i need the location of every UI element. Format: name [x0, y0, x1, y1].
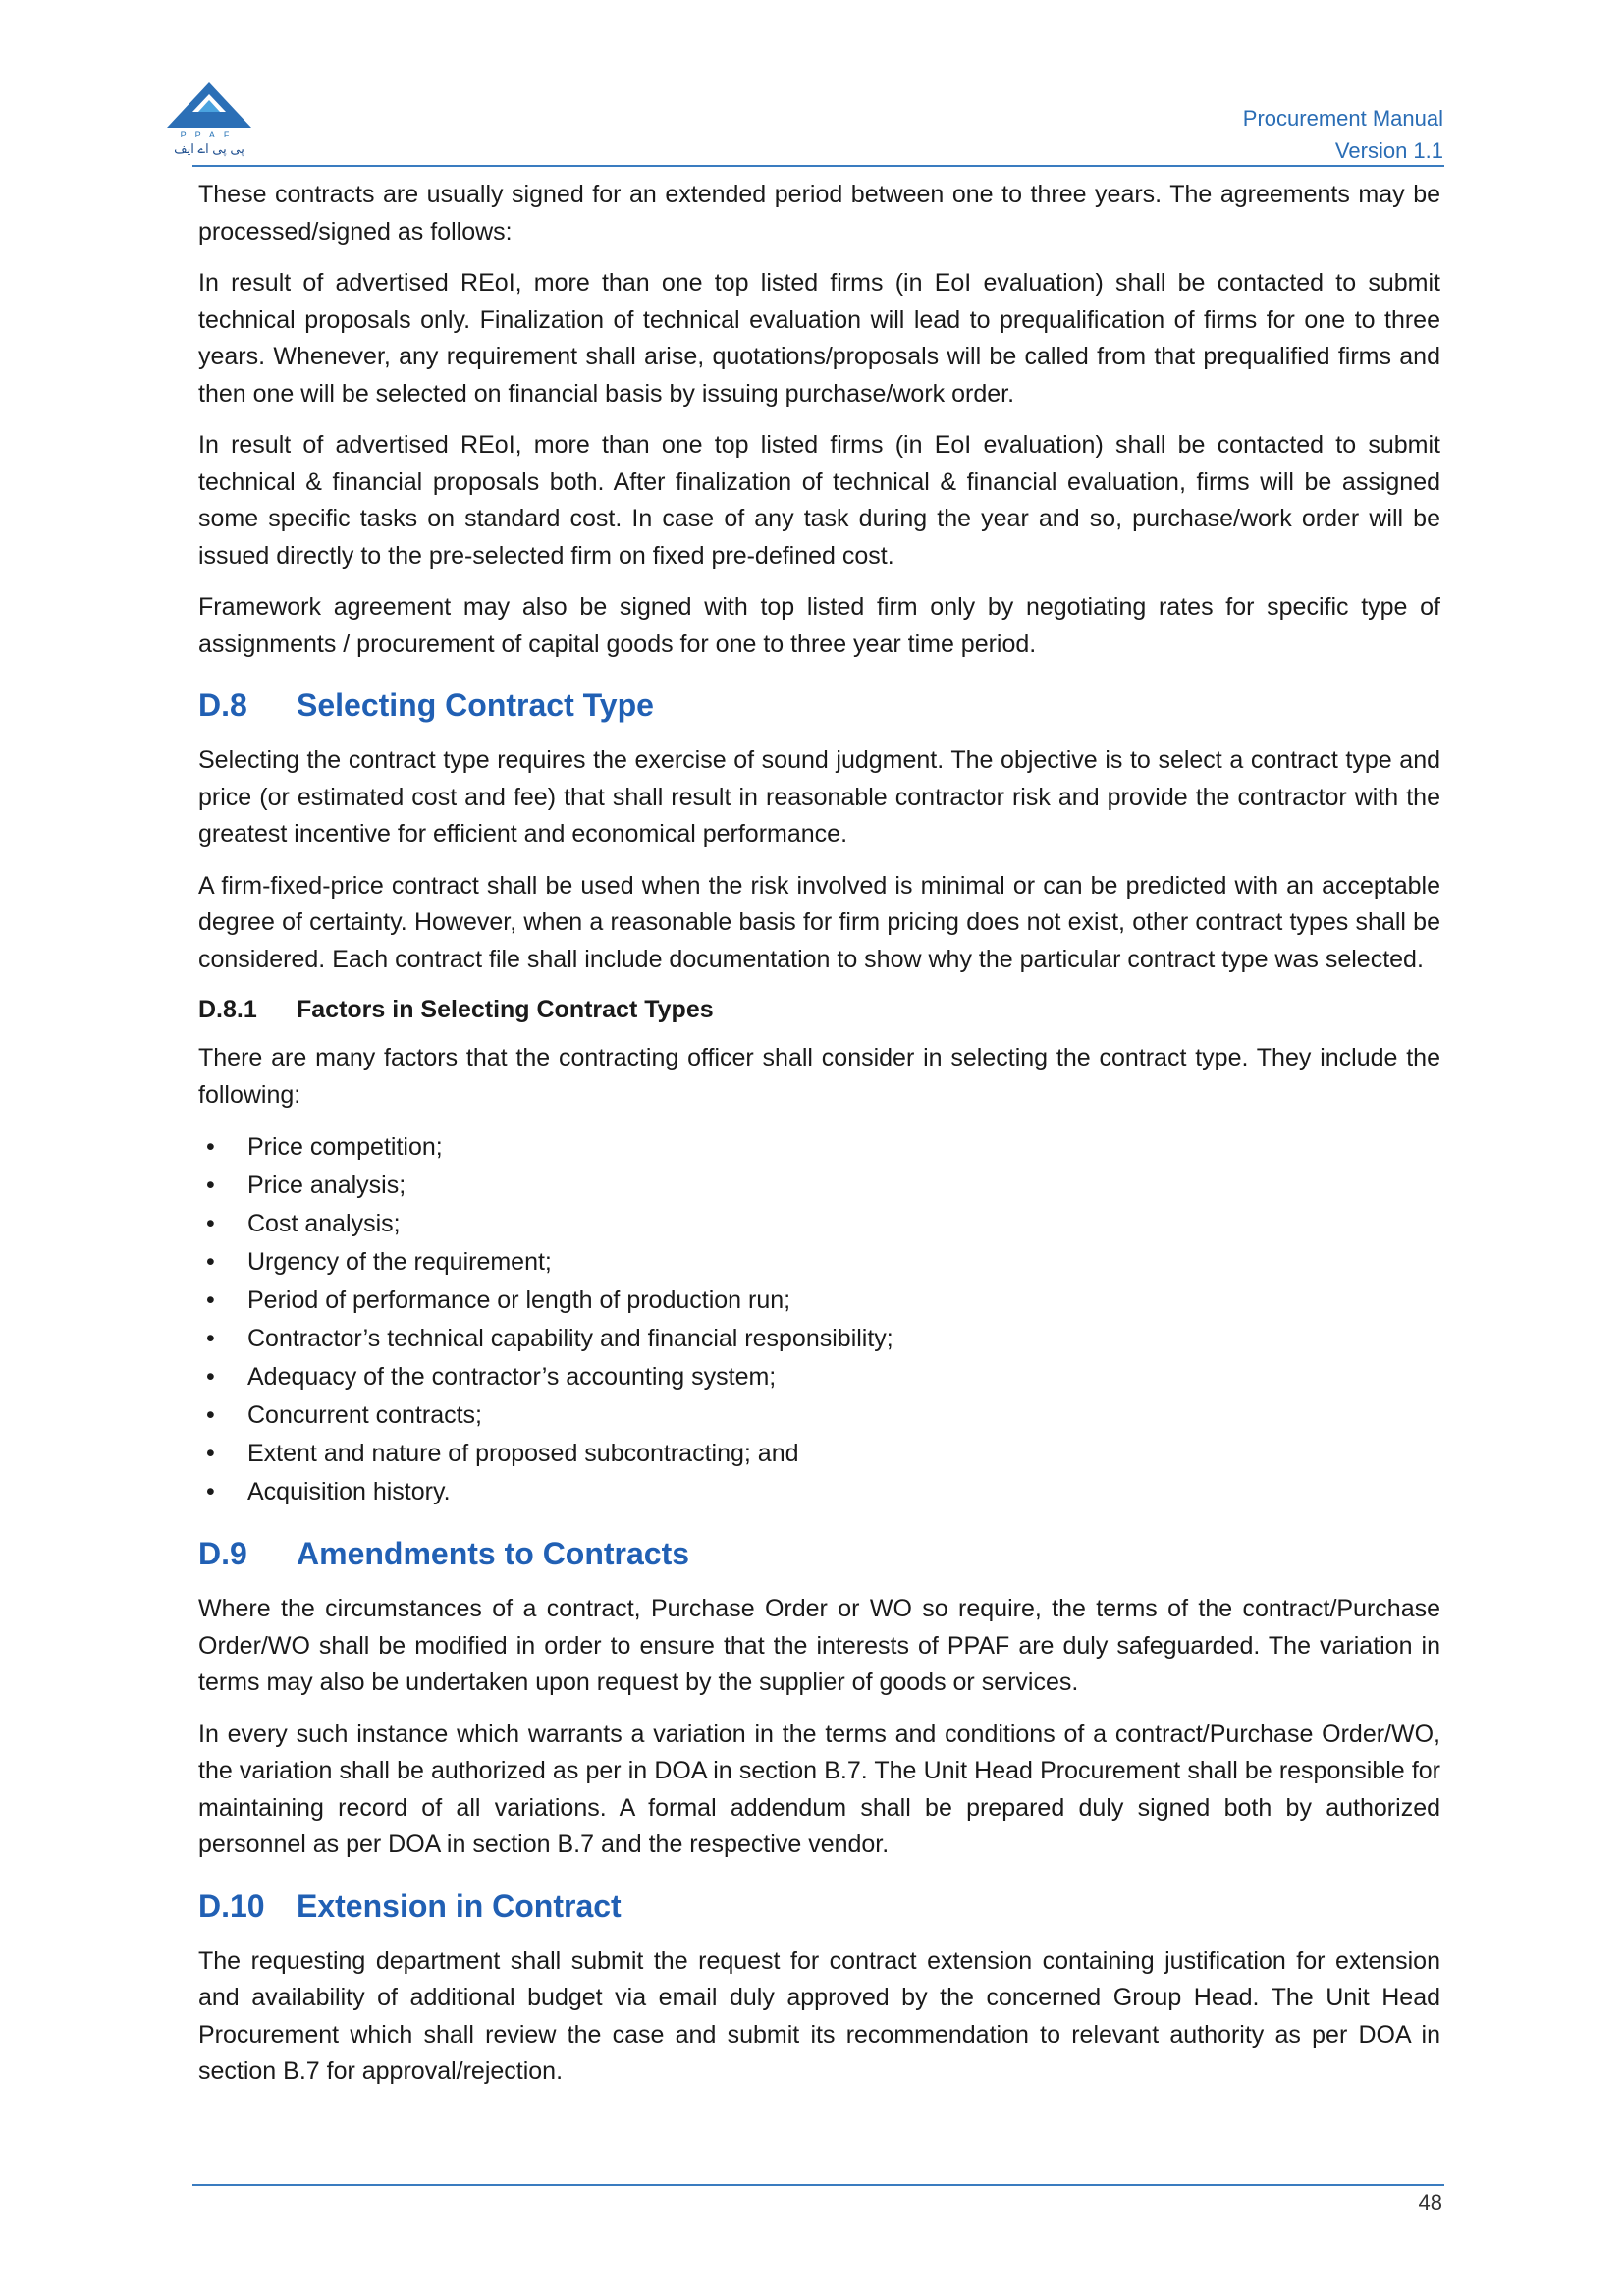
page-number: 48 — [1418, 2190, 1442, 2214]
page-content — [198, 177, 1440, 2105]
triangle-logo-icon — [165, 81, 253, 130]
section-heading-d10 — [198, 1886, 1440, 1926]
document-version: Version 1.1 — [1334, 138, 1443, 163]
intro-paragraph: In result of advertised REoI, more than one top listed firms (in EoI evaluation) shall be contacted to submit technical proposals only. Finalization of technical evaluation will lead to prequalification of firms for one to three years. Whenever, any requirement shall arise, quotations/proposals will be called from that prequalified firms and then one will be selected on financial basis by issuing purchase/work order. — [198, 269, 1440, 408]
section-paragraph: A firm-fixed-price contract shall be used when the risk involved is minimal or can be predicted with an acceptable degree of certainty. However, when a reasonable basis for firm pricing does not exist, other contract types shall be considered. Each contract file shall include documentation to show why the particular contract type was selected. — [198, 871, 1440, 973]
logo-urdu-text: پی پی اے ایف — [174, 141, 244, 156]
list-item: • Urgency of the requirement; — [198, 1243, 1440, 1282]
section-title: Extension in Contract — [297, 1887, 622, 1924]
footer-divider — [192, 2184, 1444, 2186]
subsection-intro: There are many factors that the contracting officer shall consider in selecting the contract type. They include the following: — [198, 1044, 1440, 1109]
intro-paragraph: In result of advertised REoI, more than one top listed firms (in EoI evaluation) shall be contacted to submit technical & financial proposals both. After finalization of technical & financial evaluation, firms will be assigned some specific tasks on standard cost. In case of any task during the year and so, purchase/work order will be issued directly to the pre-selected firm on fixed pre-defined cost. — [198, 431, 1440, 570]
subsection-number: D.8.1 — [198, 996, 257, 1023]
section-number: D.10 — [198, 1887, 265, 1924]
intro-paragraph: Framework agreement may also be signed with top listed firm only by negotiating rates for specific type of assignments / procurement of capital goods for one to three year time period. — [198, 593, 1440, 658]
list-item: • Extent and nature of proposed subcontracting; and — [198, 1435, 1440, 1473]
section-number: D.9 — [198, 1536, 247, 1571]
list-item: • Contractor’s technical capability and financial responsibility; — [198, 1320, 1440, 1358]
intro-paragraph: These contracts are usually signed for an extended period between one to three years. The agreements may be processed/signed as follows: — [198, 181, 1440, 246]
list-item: • Period of performance or length of production run; — [198, 1282, 1440, 1320]
ppaf-logo — [165, 81, 253, 167]
section-heading-d8 — [198, 685, 1440, 725]
section-paragraph: Selecting the contract type requires the exercise of sound judgment. The objective is to select a contract type and price (or estimated cost and fee) that shall result in reasonable contractor risk and provide the contractor with the greatest incentive for efficient and economical performance. — [198, 746, 1440, 847]
section-number: D.8 — [198, 687, 247, 723]
page-header — [0, 0, 1624, 172]
section-paragraph: The requesting department shall submit the request for contract extension containing justification for extension and availability of additional budget via email duly approved by the concerned Group Head. The Unit Head Procurement which shall review the case and submit its recommendation to relevant authority as per DOA in section B.7 for approval/rejection. — [198, 1946, 1440, 2085]
list-item: • Concurrent contracts; — [198, 1396, 1440, 1435]
list-item: • Acquisition history. — [198, 1473, 1440, 1511]
section-title: Amendments to Contracts — [297, 1536, 690, 1571]
document-title: Procurement Manual — [1242, 106, 1443, 131]
header-divider — [192, 165, 1444, 167]
section-title: Selecting Contract Type — [297, 687, 654, 723]
factors-list — [198, 1128, 1440, 1511]
section-paragraph: Where the circumstances of a contract, Purchase Order or WO so require, the terms of the contract/Purchase Order/WO shall be modified in order to ensure that the interests of PPAF are duly safeguarded. The variation in terms may also be undertaken upon request by the supplier of goods or services. — [198, 1595, 1440, 1696]
logo-letters: PPAF — [180, 130, 239, 139]
list-item: • Price analysis; — [198, 1167, 1440, 1205]
section-heading-d9 — [198, 1534, 1440, 1573]
subsection-title: Factors in Selecting Contract Types — [297, 996, 714, 1023]
list-item: • Price competition; — [198, 1128, 1440, 1167]
list-item: • Cost analysis; — [198, 1205, 1440, 1243]
document-title-block — [1243, 102, 1443, 167]
list-item: • Adequacy of the contractor’s accounting system; — [198, 1358, 1440, 1396]
section-paragraph: In every such instance which warrants a variation in the terms and conditions of a contract/Purchase Order/WO, the variation shall be authorized as per in DOA in section B.7. The Unit Head Procurement shall be responsible for maintaining record of all variations. A formal addendum shall be prepared duly signed both by authorized personnel as per DOA in section B.7 and the respective vendor. — [198, 1720, 1440, 1858]
subsection-heading-d8-1 — [198, 993, 1440, 1026]
